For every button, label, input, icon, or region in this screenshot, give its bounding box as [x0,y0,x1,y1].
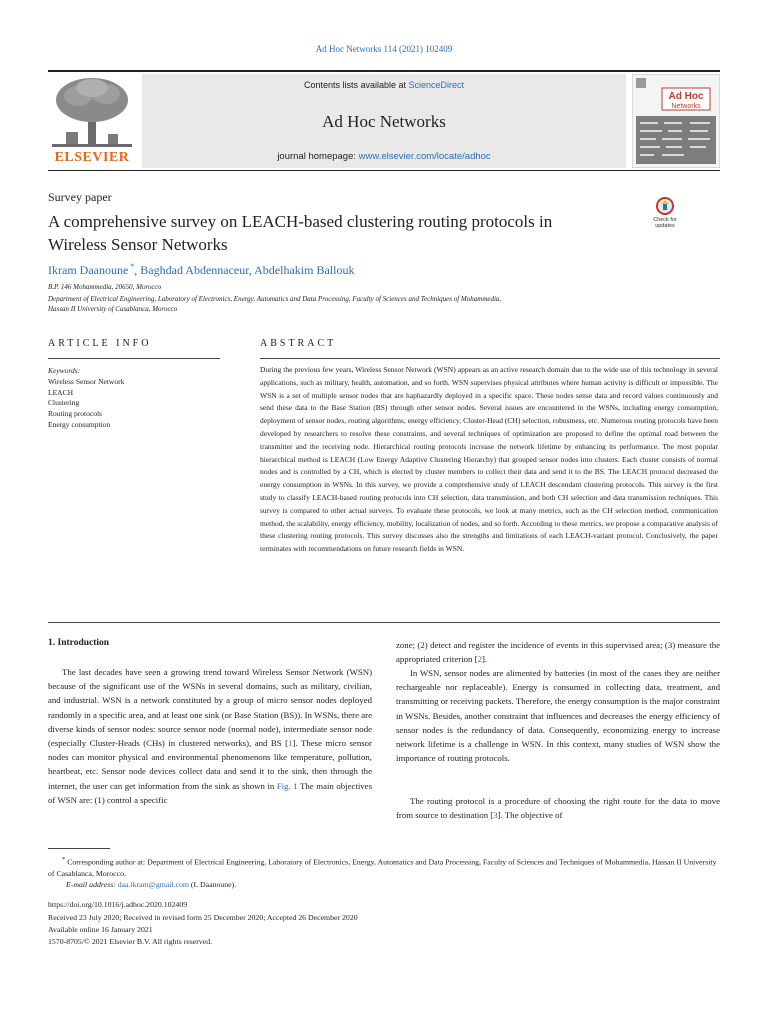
intro-paragraph-1 [48,665,372,807]
cover-title-line2: Networks [671,103,701,110]
cover-title-line1: Ad Hoc [668,91,704,102]
intro-paragraph-right-0 [396,638,720,666]
homepage-line [142,151,626,162]
keywords-label: Keywords: [48,366,81,375]
article-type: Survey paper [48,190,112,204]
available-online: Available online 16 January 2021 [48,925,153,934]
intro-text: ]. The objective of [497,810,563,821]
author-list [48,262,354,278]
journal-homepage-link[interactable]: www.elsevier.com/locate/adhoc [358,151,491,162]
intro-paragraph-right-2 [396,794,720,822]
check-for-updates-badge[interactable] [648,196,682,230]
author-link[interactable]: Abdelhakim Ballouk [254,263,355,277]
journal-cover-thumbnail[interactable] [632,74,720,168]
email-owner: (I. Daanoune). [188,880,237,889]
keyword-item: Clustering [48,398,80,408]
keyword-item: Wireless Sensor Network [48,377,125,386]
doi-link[interactable]: https://doi.org/10.1016/j.adhoc.2020.102409 [48,900,188,909]
tree-icon [48,74,136,150]
keyword-item: Routing protocols [48,409,102,419]
contents-line [142,80,626,90]
corresponding-mark[interactable]: * [128,262,135,271]
keyword-item: LEACH [48,387,73,397]
reference-link[interactable]: 1 [288,738,293,749]
header-bottom-rule [48,170,720,171]
intro-text: ]. [481,654,488,665]
affiliation-department: Department of Electrical Engineering, Laboratory of Electronics, Energy, Automatics and Data Processing, Faculty of Sciences and Techniques of Mohammedia, [48,295,502,303]
intro-text: zone; (2) detect and register the incidence of events in this supervised area; (3) measure the appropriated criterion [ [396,640,720,665]
author-link[interactable]: Ikram Daanoune [48,263,129,277]
received-dates: Received 23 July 2020; Received in revised form 25 December 2020; Accepted 26 December 2020 [48,913,358,922]
author-separator: , [248,263,255,277]
author-link[interactable]: Baghdad Abdennaceur [140,263,249,277]
keyword-item: Energy consumption [48,419,111,429]
copyright: 1570-8705/© 2021 Elsevier B.V. All rights reserved. [48,937,213,946]
elsevier-wordmark: ELSEVIER [54,150,130,165]
intro-text: The main objectives of WSN are: (1) control a specific [48,780,372,805]
reference-link[interactable]: 3 [493,810,498,821]
reference-link[interactable]: 2 [477,654,482,665]
email-link[interactable]: daa.ikram@gmail.com [117,880,189,889]
author-separator: , [134,263,141,277]
check-updates-icon [648,196,682,230]
intro-text: The routing protocol is a procedure of choosing the right route for the data to move from source to destination [ [396,796,720,821]
email-line [48,879,720,891]
intro-text: ]. These micro sensor nodes can monitor physical and environmental phenomenons like temperature, pollution, heartbeat, etc. Sensor node devices collect data and send it to the sink, then through the internet, the user can get information from the sink as shown in [48,738,372,791]
article-info-rule [48,358,220,359]
footnote-text: Corresponding author at: Department of Electrical Engineering, Laboratory of Electronics, Energy, Automatics and Data Processing, Faculty of Sciences and Techniques of Mohammedia, Hassan II University of Casablanca, Morocco. [48,857,717,879]
intro-paragraph-right-1 [396,666,720,765]
corresponding-author-footnote [48,854,720,880]
abstract-heading: ABSTRACT [260,338,337,349]
footnote-mark: * [62,856,66,863]
abstract-rule [260,358,720,359]
header-top-rule [48,70,720,72]
check-updates-line1: Check for [653,217,677,223]
paper-title: A comprehensive survey on LEACH-based clustering routing protocols in Wireless Sensor Networks [48,212,553,254]
contents-prefix: Contents lists available at [303,80,409,90]
affiliation-university: Hassan II University of Casablanca, Morocco [48,305,178,313]
intro-text: In WSN, sensor nodes are alimented by batteries (in most of the cases they are neither rechargeable nor replaceable). Energy is consumed in collecting data, treatment, and transmitting or receiving packets. Therefore, the energy consumption is the major constraint in WSNs. Besides, another constraint that influences and decreases the energy efficiency of sensor nodes is the redundancy of data. Consequently, economizing energy to increase network lifetime is a challenge in WSN. In this context, many studies of WSN show the importance of routing protocols. [396,668,720,764]
keywords-list [48,377,124,431]
journal-citation[interactable]: Ad Hoc Networks 114 (2021) 102409 [315,44,453,54]
article-info-heading: ARTICLE INFO [48,338,152,349]
section-heading-introduction: 1. Introduction [48,638,110,648]
cover-image-icon [632,74,720,168]
abstract-bottom-rule [48,622,720,623]
sciencedirect-link[interactable]: ScienceDirect [408,80,465,90]
footnote-rule [48,848,110,849]
check-updates-line2: updates [655,223,675,229]
figure-link[interactable]: Fig. 1 [276,780,298,791]
journal-title: Ad Hoc Networks [322,112,446,131]
affiliation-address: B.P. 146 Mohammedia, 20650, Morocco [48,283,162,291]
intro-text: The last decades have seen a growing trend toward Wireless Sensor Network (WSN) because of the significant use of the WSNs in several domains, such as military, civilian, and industrial. WSN is a network constituted by a group of micro sensor nodes deployed randomly in a specific area, and at least one sink (or Base Station (BS)). In WSNs, there are diverse kinds of sensor nodes: source sensor node (normal node), intermediate sensor node (especially Cluster-Heads (CHs) in clustered networks), and BS [ [48,667,372,749]
homepage-prefix: journal homepage: [277,151,359,162]
email-label: E-mail address: [66,880,118,889]
abstract-text: During the previous few years, Wireless Sensor Network (WSN) appears as an active research domain due to the wide use of this technology in several applications, such as military, health, automation, and so forth. WSN supervises physical attributes where human activity is difficult or impossible. The WSN is a set of multiple sensor nodes that are haphazardly deployed in a specific space. These nodes sense data and record values continuously and send these data to the Base Station (BS) through other sensor nodes. Several issues are encountered in the WSNs, including energy consumption, deployment of sensor nodes, routing algorithms, energy efficiency, Cluster-Head (CH) selection, robustness, etc. Numerous routing protocols have been developed by researchers to resolve these constraints, and several techniques of optimization are proposed to define the optimal road between the transmitter and the receiving node. Hierarchical routing protocols increase the network lifetime by enhancing its performance. The most popular hierarchical method is LEACH (Low Energy Adaptive Clustering Hierarchy) that grouped sensor nodes into clusters. Each cluster consists of normal nodes and is controlled by a CH, which is elected by cluster members to collect their data and send it to the BS. The LEACH protocol decreased the energy consumption in WSNs. In this survey, we provide a comprehensive study of LEACH descendant clustering protocols. This survey is the first study to classify LEACH-based routing protocols into CH selection, data transmission, and both CH selection and data transmission techniques. This survey is compared to other actual surveys. To evaluate these protocols, we look at many metrics, such as the CH selection method, communication method, the scalability, energy efficiency, mobility, localization of nodes, and so forth. According to these metrics, we propose a comparative analysis of these clustering routing protocols. This survey discusses also the strengths and limitations of each LEACH-variant protocol. Conclusively, the paper terminates with recommendations on future research fields in WSN. [260,365,718,554]
